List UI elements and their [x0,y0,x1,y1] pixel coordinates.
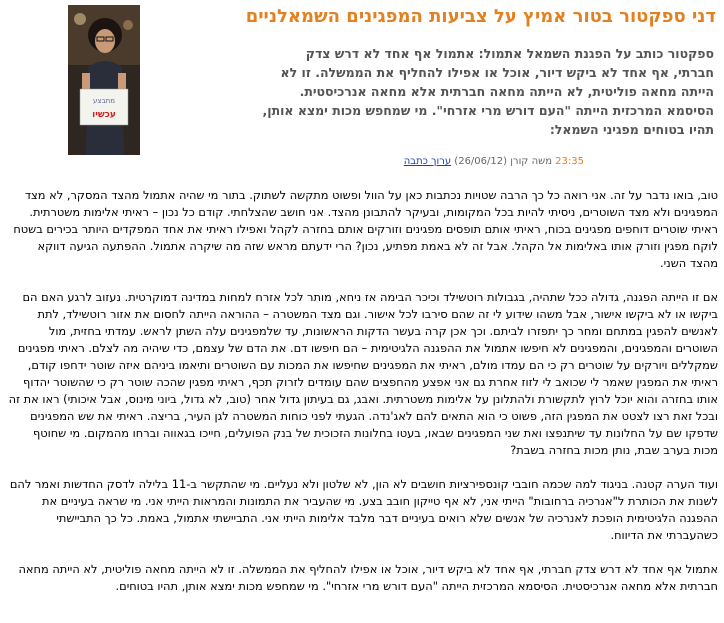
article-paragraph: ועוד הערה קטנה. בניגוד למה שכמה חובבי קונספירציות חושבים לא הון, לא שלטון ולא נעליים. מי שהתקשר ב-11 בלילה לדסק החדשות ואמר להם לשנות את הכותרת ל"אנרכיה ברחובות" הייתי אני, לא אף טייקון חובב בצע. מי שהעביר את התמונות והמראות הייתי אני. מי שראה בעיניים את ההפגנה הלגיטימית הופכת לאנרכיה של אנשים שלא רואים בעיניים דבר מלבד אלימות הייתי אני. התביישתי אתמול, באמת. כל כך התביישתי כשהעברתי את הדיווח. [9,477,718,542]
sign-text-line-1: מתבצע [93,97,115,105]
article-paragraph: אתמול אף אחד לא דרש צדק חברתי, אף אחד לא ביקש דיור, אוכל או אפילו להחליף את הממשלה. זו לא הייתה מחאה פוליטית, לא הייתה מחאה חברתית אלא מחאה אנרכיסטית. הסיסמא המרכזית הייתה "העם דורש מרי אזרחי". מי שמחפש מכות ימצא אותן, תהיו בטוחים. [18,562,718,593]
article-byline [0,155,584,169]
sign-text-line-2: עכשיו [92,110,116,120]
article-title: דני ספקטור בטור אמיץ על צביעות המפגינים השמאלניים [245,6,716,27]
article-body [6,187,718,612]
article-paragraph: אם זו הייתה הפגנה, גדולה ככל שתהיה, בגבולות רוטשילד וכיכר הבימה אז ניחא, מותר לכל אזרח למחות במדינה דמוקרטית. נעזוב לרגע האם הם ביקשו או לא ביקשו אישור, אבל משהו שידוע לי זה שהם סירבו לכל אישור. וגם מצד המשטרה – ההוראה הייתה לחסום את אזור רוטשילד, לתת לאנשים להפגין במתחם ומחר כך יתפזרו לביתם. וכך אכן קרה בעשר הדקות הראשונות, עד שלמפגינים עלה השתן לראש. עמדתי בחזית, מול השוטרים והמפגינים, והמפגינים לא חיפשו אתמול את ההפגנה הלגיטימית – הם חיפשו דם. את הדם של עצמם, כדי שיהיה מה לצלם. ראיתי מפגינים שמקללים ויורקים על שוטרים רק כי הם עמדו מולם, ראיתי את המפגינים שחיפשו את המכות עם השוטרים ותיאמו ביניהם איזה שוטר ידחפו קודם, ראיתי את המפגין שאמר לי שכואב לי לזוז אחרת גם אני אפצע מהחפצים שהם עומדים לזרוק תכף, ראיתי מפגין שהכה שוטר רק כי שהשוטר יהדוף אותו בחזרה והוא יוכל לרוץ לתקשורת ולהתלונן על אלימות משטרתית. ואבג, גם בעיתון גדול אחר (טוב, לא גדול, ביוני מינוס, אבל איכותי) ראו את זה ובכל זאת רצו לצטט את המפגין הזה, פשוט כי הוא התאים להם לאג'נדה. הגעתי לפני כוחות המשטרה לגן העיר, בריצה. ראיתי את שש המפגינים שדפקו שם על החלונות עד שיתנפצו ואת שני המפגינים שבאו, בעטו בחלונות הזכוכית של בנק הפועלים, חייכו בגאווה וברחו מהמקום. מי שחוטף מכות בערב שבת, נותן מכות בחזרה בשבת? [8,290,718,457]
article-lead: ספקטור כותב על הפגנת השמאל אתמול: אתמול אף אחד לא דרש צדק חברתי, אף אחד לא ביקש דיור, אוכל או אפילו להחליף את הממשלה. זו לא הייתה מחאה פוליטית, לא הייתה מחאה חברתית אלא מחאה אנרכיסטית. הסיסמא המרכזית הייתה "העם דורש מרי אזרחי". מי שמחפש מכות ימצא אותן, תהיו בטוחים מפגיני השמאל: [262,46,714,137]
article-paragraph: טוב, בואו נדבר על זה. אני רואה כל כך הרבה שטויות נכתבות כאן על הוול ופשוט מתקשה לשתוק. בתור מי שהיה אתמול מהצד המסקר, לא מצד המפגינים ולא מצד השוטרים, ניסיתי להיות בכל המקומות, ובעיקר להתבונן מהצד. אני חושב שהצלחתי. קודם כל נכון – ראיתי אלימות משטרתית. ראיתי שוטרים דוחפים מפגינים בכוח, ראיתי אותם תופסים מפגינים וזורקים אותם בחזרה לקהל ואפילו ראיתי את אחד המפקדים היותר בכירים בשטח לוקח מפגין וזורק אותו באלימות אל הקהל. אבל זה לא באמת מפתיע, נכון? הרי ידעתם מראש שזה מה שיקרה אתמול. ההפתעה הגיעה דווקא מהצד השני. [13,188,718,270]
protester-photo-image [68,5,140,155]
edit-article-link[interactable]: ערוך כתבה [403,156,452,167]
article-photo [68,5,140,155]
byline-author-date: משה קורן (26/06/12) [454,156,552,167]
byline-time: 23:35 [555,156,584,167]
